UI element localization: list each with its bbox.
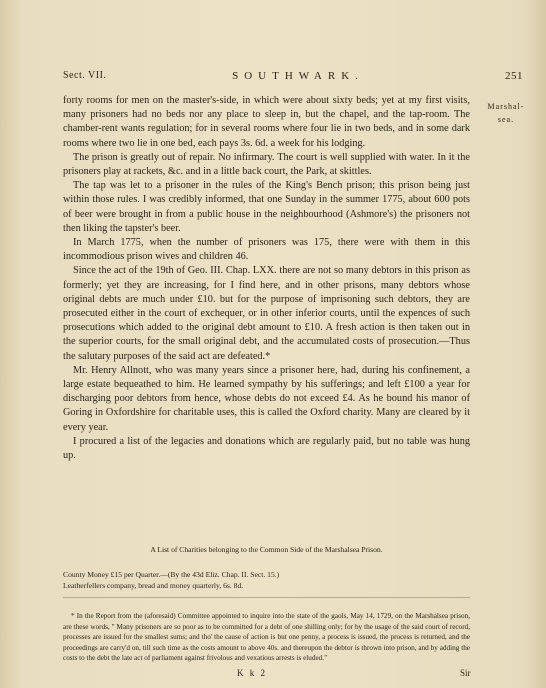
charity-list-title: A List of Charities belonging to the Common Side of the Marshalsea Prison. bbox=[150, 545, 383, 554]
body-text bbox=[63, 94, 470, 463]
paragraph: In March 1775, when the number of prisoners was 175, there were with them in this incommodious prison wives and children 46. bbox=[63, 237, 470, 263]
catchword: Sir bbox=[460, 668, 471, 678]
signature-mark: K k 2 bbox=[237, 668, 267, 678]
footnote bbox=[63, 611, 470, 664]
paragraph: The tap was let to a prisoner in the rules of the King's Bench prison; this prison being just within those rules. I was credibly informed, that one Sunday in the summer 1775, about 600 pots of beer were brought in from a public house in the neighbourhood (Ashmore's) the prisoners not then liking the tapster's beer. bbox=[63, 180, 470, 234]
running-title: SOUTHWARK. bbox=[232, 70, 364, 82]
paragraph: The prison is greatly out of repair. No infirmary. The court is well supplied with water. In it the prisoners play at rackets, &c. and in a little back court, the Park, at skittles. bbox=[63, 151, 470, 178]
charity-list-item: County Money £15 per Quarter.—(By the 43d Eliz. Chap. II. Sect. 15.) bbox=[63, 570, 280, 579]
margin-note: Marshal-sea. bbox=[487, 102, 525, 124]
charity-list-item: Leatherfellers company, bread and money quarterly, 6s. 8d. bbox=[63, 581, 244, 590]
paragraph: I procured a list of the legacies and donations which are regularly paid, but no table was hung up. bbox=[63, 435, 470, 462]
page-number: 251 bbox=[505, 70, 523, 82]
footnote-divider bbox=[63, 597, 470, 598]
paragraph: Mr. Henry Allnott, who was many years since a prisoner here, had, during his confinement, a large estate bequeathed to him. He learned sympathy by his sufferings; and left £100 a year for discharging poor debtors from hence, whose debts do not exceed £4. As he bound his manor of Goring in Oxfordshire for charitable uses, this is called the Oxford charity. Many are cleared by it every year. bbox=[63, 364, 470, 433]
paragraph: Since the act of the 19th of Geo. III. Chap. LXX. there are not so many debtors in this prison as formerly; yet they are increasing, for I find here, and in other prisons, many debtors whose original debts are much under £10. but for the purpose of imprisoning such debtors, they are prosecuted either in the court of exchequer, or in other inferior courts, until the expences of such prosecutions which added to the original debt amount to £10. A fresh action is then taken out in the superior courts, for the small original debt, and the accumulated costs of prosecution.—Thus the salutary purposes of the said act are defeated.* bbox=[63, 265, 470, 362]
footnote-text: * In the Report from the (aforesaid) Committee appointed to inquire into the state of the gaols, May 14, 1729, on the Marshalsea prison, are these words, " Many prisoners are so poor as to be committed for a debt of one shilling only; for by the usage of the said court of record, processes are issued for the smallest sums; and tho' the cause of action is but one penny, a process is issued, the process is returned, and the proceedings are carry'd on, till such time as the costs amount to above 40s. and thereupon the debtor is thrown into prison, and by adding the costs to the debt the late act of parliament against frivolous and vexatious arrests is eluded." bbox=[63, 612, 470, 663]
paragraph: forty rooms for men on the master's-side, in which were about sixty beds; yet at my first visits, many prisoners had no beds nor any place to sleep in, but the chapel, and the tap-room. The chamber-rent wants regulation; for in several rooms where four lie in two beds, and in some dark rooms where two lie in one bed, each pays 3s. 6d. a week for his lodging. bbox=[63, 95, 470, 149]
section-label: Sect. VII. bbox=[63, 70, 107, 81]
